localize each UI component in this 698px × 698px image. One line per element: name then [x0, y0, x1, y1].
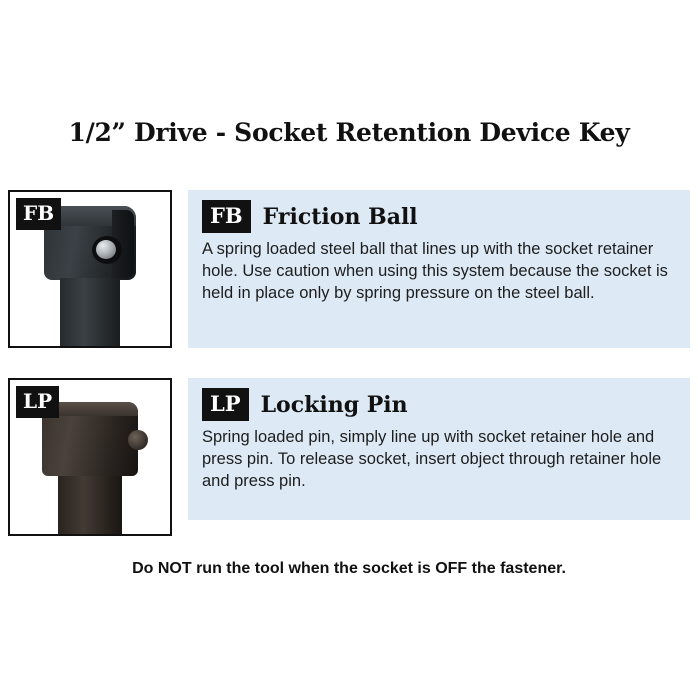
panel-title-friction-ball: Friction Ball [262, 203, 418, 230]
page-title: 1/2” Drive - Socket Retention Device Key [68, 118, 630, 147]
panel-description-friction-ball: A spring loaded steel ball that lines up with the socket retainer hole. Use caution when using this system because the socket is held in place only by spring pressure on the steel ball. [202, 240, 668, 302]
locking-pin-adapter-photo [8, 378, 172, 536]
socket-shank-shape [58, 476, 122, 536]
panel-badge-fb: FB [202, 200, 251, 233]
panel-description-locking-pin: Spring loaded pin, simply line up with socket retainer hole and press pin. To release socket, insert object through retainer hole and press pin. [202, 428, 662, 490]
info-panel-locking-pin [188, 378, 690, 520]
photo-badge-fb: FB [16, 198, 61, 230]
info-panel-header-locking-pin [202, 388, 676, 421]
friction-ball-adapter-photo [8, 190, 172, 348]
friction-ball-icon [96, 240, 116, 259]
locking-pin-icon [128, 430, 148, 450]
panel-badge-lp: LP [202, 388, 249, 421]
panel-title-locking-pin: Locking Pin [260, 391, 408, 418]
info-panel-header-friction-ball [202, 200, 676, 233]
entry-row-friction-ball [8, 190, 690, 348]
footer-warning-note: Do NOT run the tool when the socket is OFF the fastener. [132, 560, 566, 577]
info-panel-friction-ball [188, 190, 690, 348]
socket-shank-shape [60, 278, 120, 348]
entry-row-locking-pin [8, 378, 690, 536]
photo-badge-lp: LP [16, 386, 59, 418]
